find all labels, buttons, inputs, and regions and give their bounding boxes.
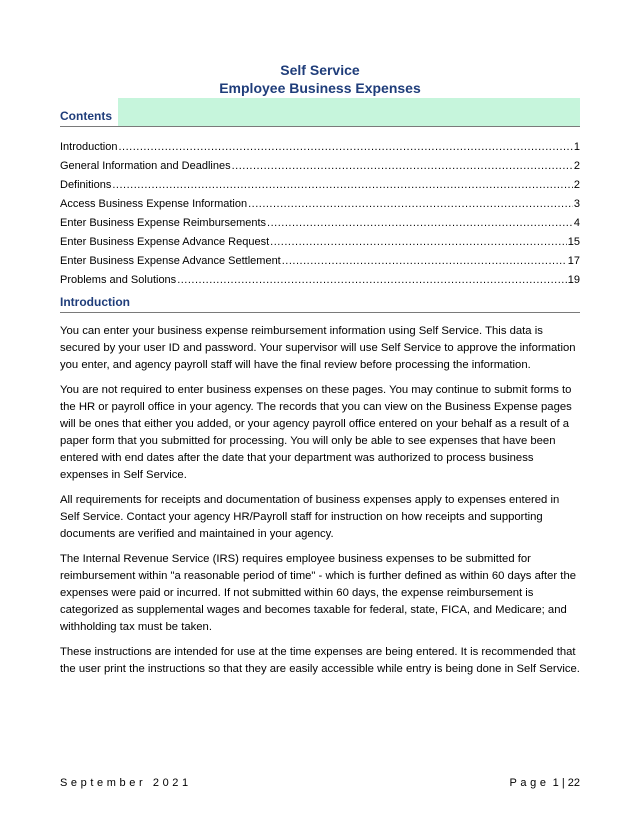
toc-entry-reimbursements[interactable] [60, 214, 580, 233]
toc-entry-label: Enter Business Expense Advance Settlement [60, 255, 281, 267]
toc-leader-dots [270, 233, 567, 252]
introduction-body [60, 323, 580, 686]
toc-entry-page: 4 [573, 217, 580, 229]
toc-entry-label: General Information and Deadlines [60, 160, 231, 172]
footer-page-word: Page [509, 777, 550, 789]
body-paragraph: All requirements for receipts and documentation of business expenses apply to expenses entered in Self Service. Contact your agency HR/Payroll staff for instruction on how receipts and supporting documents are verified and maintained in your agency. [60, 494, 560, 540]
toc-entry-page: 1 [573, 141, 580, 153]
toc-entry-access-information[interactable] [60, 195, 580, 214]
contents-heading-bar [60, 98, 580, 127]
toc-entry-label: Problems and Solutions [60, 274, 177, 286]
table-of-contents [60, 138, 580, 290]
toc-leader-dots [282, 252, 567, 271]
toc-leader-dots [248, 195, 573, 214]
page-footer [60, 777, 580, 793]
toc-entry-label: Enter Business Expense Advance Request [60, 236, 270, 248]
toc-leader-dots [232, 157, 573, 176]
toc-entry-page: 3 [573, 198, 580, 210]
toc-entry-label: Definitions [60, 179, 112, 191]
toc-entry-page: 2 [573, 179, 580, 191]
toc-leader-dots [118, 138, 572, 157]
footer-separator: | [561, 777, 565, 789]
body-paragraph: The Internal Revenue Service (IRS) requires employee business expenses to be submitted for reimbursement within "a reasonable period of time" - which is further defined as within 60 days after the expenses were paid or incurred. If not submitted within 60 days, the expense reimbursement is categorized as supplemental wages and becomes taxable for federal, state, FICA, and Medicare; and withholding tax must be taken. [60, 553, 577, 633]
body-paragraph: You can enter your business expense reimbursement information using Self Service. This data is secured by your user ID and password. Your supervisor will use Self Service to approve the information you enter, and agency payroll staff will have the final review before processing the information. [60, 325, 576, 371]
document-title: Self Service [280, 62, 360, 78]
toc-entry-general-information[interactable] [60, 157, 580, 176]
body-paragraph: You are not required to enter business expenses on these pages. You may continue to submit forms to the HR or payroll office in your agency. The records that you can view on the Business Expense pages will be ones that either you added, or your agency payroll office entered on your behalf as a result of a paper form that you submitted for processing. You will only be able to see expenses that have been entered with end dates after the date that your department was authorized to process business expenses in Self Service. [60, 384, 572, 481]
footer-page-indicator [509, 777, 580, 789]
toc-entry-introduction[interactable] [60, 138, 580, 157]
toc-entry-page: 2 [573, 160, 580, 172]
toc-entry-label: Enter Business Expense Reimbursements [60, 217, 267, 229]
toc-entry-advance-request[interactable] [60, 233, 580, 252]
document-subtitle: Employee Business Expenses [219, 80, 421, 96]
toc-entry-label: Access Business Expense Information [60, 198, 248, 210]
footer-total-pages: 22 [567, 777, 580, 789]
toc-entry-problems-solutions[interactable] [60, 271, 580, 290]
toc-entry-advance-settlement[interactable] [60, 252, 580, 271]
introduction-heading: Introduction [60, 293, 580, 313]
contents-heading: Contents [60, 98, 116, 126]
toc-leader-dots [177, 271, 567, 290]
toc-entry-page: 19 [567, 274, 580, 286]
toc-entry-page: 17 [567, 255, 580, 267]
contents-highlight-band [118, 98, 580, 126]
toc-leader-dots [112, 176, 573, 195]
body-paragraph: These instructions are intended for use at the time expenses are being entered. It is recommended that the user print the instructions so that they are easily accessible while entry is being done in Self Service. [60, 646, 580, 675]
footer-page-number: 1 [552, 777, 559, 789]
toc-entry-page: 15 [567, 236, 580, 248]
footer-date: September 2021 [60, 777, 192, 789]
toc-entry-label: Introduction [60, 141, 118, 153]
toc-leader-dots [267, 214, 573, 233]
toc-entry-definitions[interactable] [60, 176, 580, 195]
